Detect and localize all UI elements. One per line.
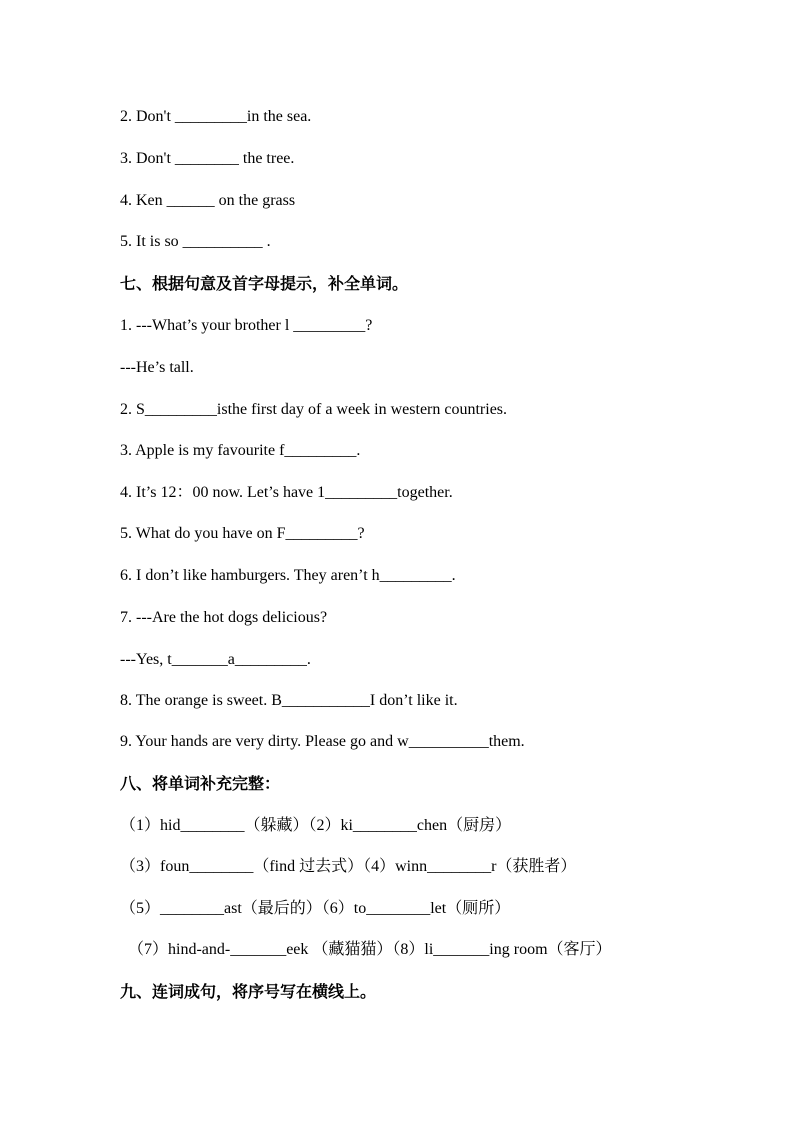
- exercise-line-3-tree: 3. Don't ________ the tree.: [120, 150, 295, 167]
- words-row-4: （7）hind-and-_______eek （藏猫猫）（8）li_______ing room（客厅）: [128, 941, 612, 958]
- words-row-2: （3）foun________（find 过去式）（4）winn________r（获胜者）: [120, 858, 577, 875]
- section-8-heading: 八、将单词补充完整：: [120, 774, 281, 793]
- question-7-5: 5. What do you have on F_________?: [120, 525, 365, 542]
- question-7-1-answer: ---He’s tall.: [120, 359, 194, 376]
- exercise-line-4-grass: 4. Ken ______ on the grass: [120, 192, 296, 209]
- section-7-heading: 七、根据句意及首字母提示，补全单词。: [120, 274, 409, 293]
- exercise-line-5-so: 5. It is so __________ .: [120, 233, 271, 250]
- words-row-1: （1）hid________（躲藏）（2）ki________chen（厨房）: [120, 817, 512, 834]
- section-9-heading: 九、连词成句，将序号写在横线上。: [120, 982, 377, 1001]
- question-7-4: 4. It’s 12：00 now. Let’s have 1_________together.: [120, 484, 453, 501]
- question-7-1: 1. ---What’s your brother l _________?: [120, 317, 373, 334]
- question-7-7: 7. ---Are the hot dogs delicious?: [120, 609, 328, 626]
- question-7-7-answer: ---Yes, t_______a_________.: [120, 651, 311, 668]
- exercise-line-2-sea: 2. Don't _________in the sea.: [120, 108, 312, 125]
- question-7-3: 3. Apple is my favourite f_________.: [120, 442, 361, 459]
- question-7-8: 8. The orange is sweet. B___________I don’t like it.: [120, 692, 458, 709]
- question-7-2: 2. S_________isthe first day of a week in western countries.: [120, 401, 508, 418]
- question-7-6: 6. I don’t like hamburgers. They aren’t h_________.: [120, 567, 456, 584]
- question-7-9: 9. Your hands are very dirty. Please go and w__________them.: [120, 733, 525, 750]
- words-row-3: （5）________ast（最后的）（6）to________let（厕所）: [120, 900, 511, 917]
